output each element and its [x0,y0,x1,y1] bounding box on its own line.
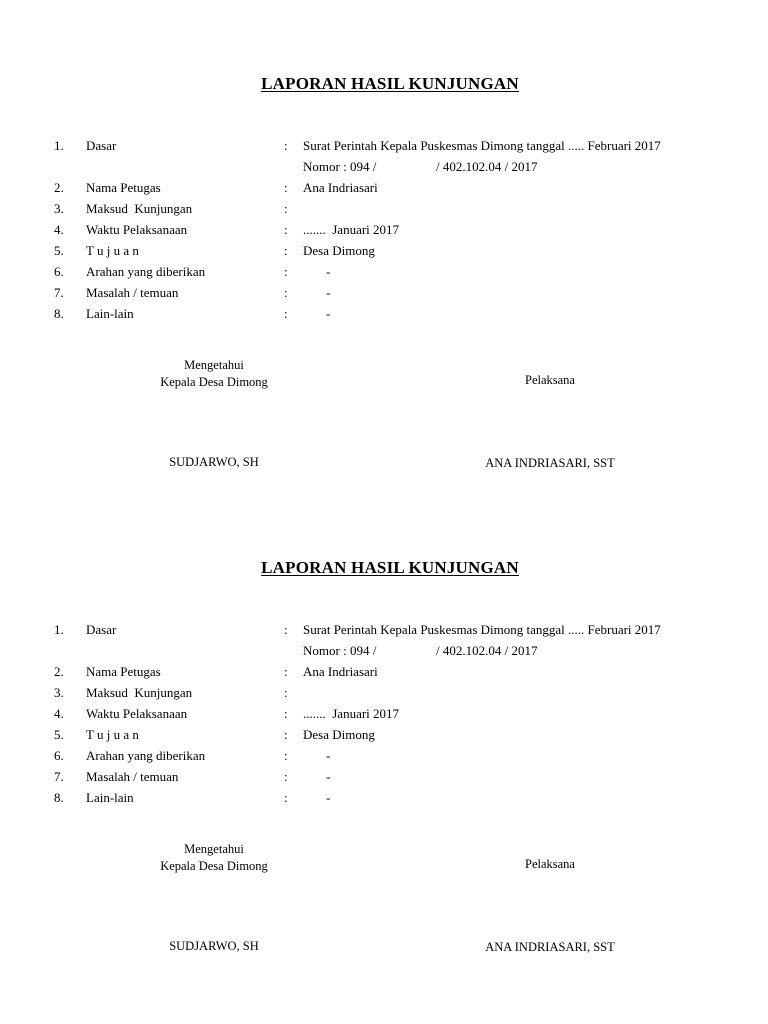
item-dash: - [326,264,331,279]
item-colon: : [284,243,288,258]
field-row-masalah [0,282,768,303]
item-number: 1. [54,138,64,153]
item-label: Nama Petugas [86,180,161,195]
pelaksana-label: Pelaksana [525,857,575,871]
kepala-desa-label: Kepala Desa Dimong [160,859,268,873]
field-row-lain-lain [0,303,768,324]
item-label: Maksud Kunjungan [86,685,193,700]
item-number: 8. [54,790,64,805]
item-colon: : [284,727,288,742]
item-label: Waktu Pelaksanaan [86,706,188,721]
item-label: Maksud Kunjungan [86,201,193,216]
signature-left-heading [114,357,314,391]
signatory-right-name: ANA INDRIASARI, SST [485,940,615,954]
field-row-nama-petugas [0,177,768,198]
item-colon: : [284,769,288,784]
item-dash: - [326,306,331,321]
item-colon: : [284,622,288,637]
field-row-tujuan [0,724,768,745]
item-number: 3. [54,201,64,216]
field-row-dasar [0,619,768,640]
item-colon: : [284,264,288,279]
report-title: LAPORAN HASIL KUNJUNGAN [261,74,519,93]
item-number: 4. [54,222,64,237]
mengetahui-label: Mengetahui [184,842,244,856]
field-row-dasar [0,135,768,156]
item-colon: : [284,748,288,763]
nomor-prefix: Nomor : 094 / [303,159,377,174]
field-row-arahan [0,261,768,282]
item-value: Ana Indriasari [303,664,378,679]
item-colon: : [284,138,288,153]
signature-left-heading [114,841,314,875]
item-label: Nama Petugas [86,664,161,679]
nomor-prefix: Nomor : 094 / [303,643,377,658]
item-colon: : [284,201,288,216]
item-colon: : [284,790,288,805]
item-label: T u j u a n [86,243,139,258]
item-dash: - [326,790,331,805]
item-number: 4. [54,706,64,721]
item-value: Desa Dimong [303,243,375,258]
pelaksana-label: Pelaksana [525,373,575,387]
item-number: 5. [54,727,64,742]
item-label: T u j u a n [86,727,139,742]
item-colon: : [284,285,288,300]
item-number: 3. [54,685,64,700]
field-row-lain-lain [0,787,768,808]
report-section [0,0,768,484]
signatory-left-name: SUDJARWO, SH [169,939,259,953]
item-colon: : [284,180,288,195]
item-value: Surat Perintah Kepala Puskesmas Dimong tanggal ..... Februari 2017 [303,622,661,637]
item-colon: : [284,664,288,679]
item-number: 5. [54,243,64,258]
item-dash: - [326,748,331,763]
item-label: Masalah / temuan [86,285,179,300]
item-number: 7. [54,769,64,784]
field-row-maksud [0,682,768,703]
item-number: 6. [54,748,64,763]
item-value: Ana Indriasari [303,180,378,195]
item-value: ....... Januari 2017 [303,222,400,237]
field-row-nomor [0,640,768,661]
item-label: Dasar [86,622,117,637]
item-label: Arahan yang diberikan [86,748,206,763]
item-label: Lain-lain [86,306,134,321]
item-value: Surat Perintah Kepala Puskesmas Dimong tanggal ..... Februari 2017 [303,138,661,153]
nomor-suffix: / 402.102.04 / 2017 [436,159,538,174]
report-title: LAPORAN HASIL KUNJUNGAN [261,558,519,577]
field-row-waktu [0,219,768,240]
item-label: Masalah / temuan [86,769,179,784]
item-dash: - [326,769,331,784]
mengetahui-label: Mengetahui [184,358,244,372]
item-dash: - [326,285,331,300]
item-colon: : [284,306,288,321]
field-row-tujuan [0,240,768,261]
nomor-suffix: / 402.102.04 / 2017 [436,643,538,658]
field-row-maksud [0,198,768,219]
item-value: ....... Januari 2017 [303,706,400,721]
field-row-arahan [0,745,768,766]
item-number: 1. [54,622,64,637]
item-number: 6. [54,264,64,279]
item-label: Arahan yang diberikan [86,264,206,279]
item-colon: : [284,706,288,721]
field-row-nama-petugas [0,661,768,682]
item-label: Dasar [86,138,117,153]
item-label: Lain-lain [86,790,134,805]
field-row-nomor [0,156,768,177]
item-label: Waktu Pelaksanaan [86,222,188,237]
item-colon: : [284,222,288,237]
field-row-waktu [0,703,768,724]
field-row-masalah [0,766,768,787]
item-number: 2. [54,664,64,679]
kepala-desa-label: Kepala Desa Dimong [160,375,268,389]
item-colon: : [284,685,288,700]
signatory-left-name: SUDJARWO, SH [169,455,259,469]
item-value: Desa Dimong [303,727,375,742]
signatory-right-name: ANA INDRIASARI, SST [485,456,615,470]
item-number: 8. [54,306,64,321]
item-number: 7. [54,285,64,300]
item-number: 2. [54,180,64,195]
report-section [0,484,768,968]
